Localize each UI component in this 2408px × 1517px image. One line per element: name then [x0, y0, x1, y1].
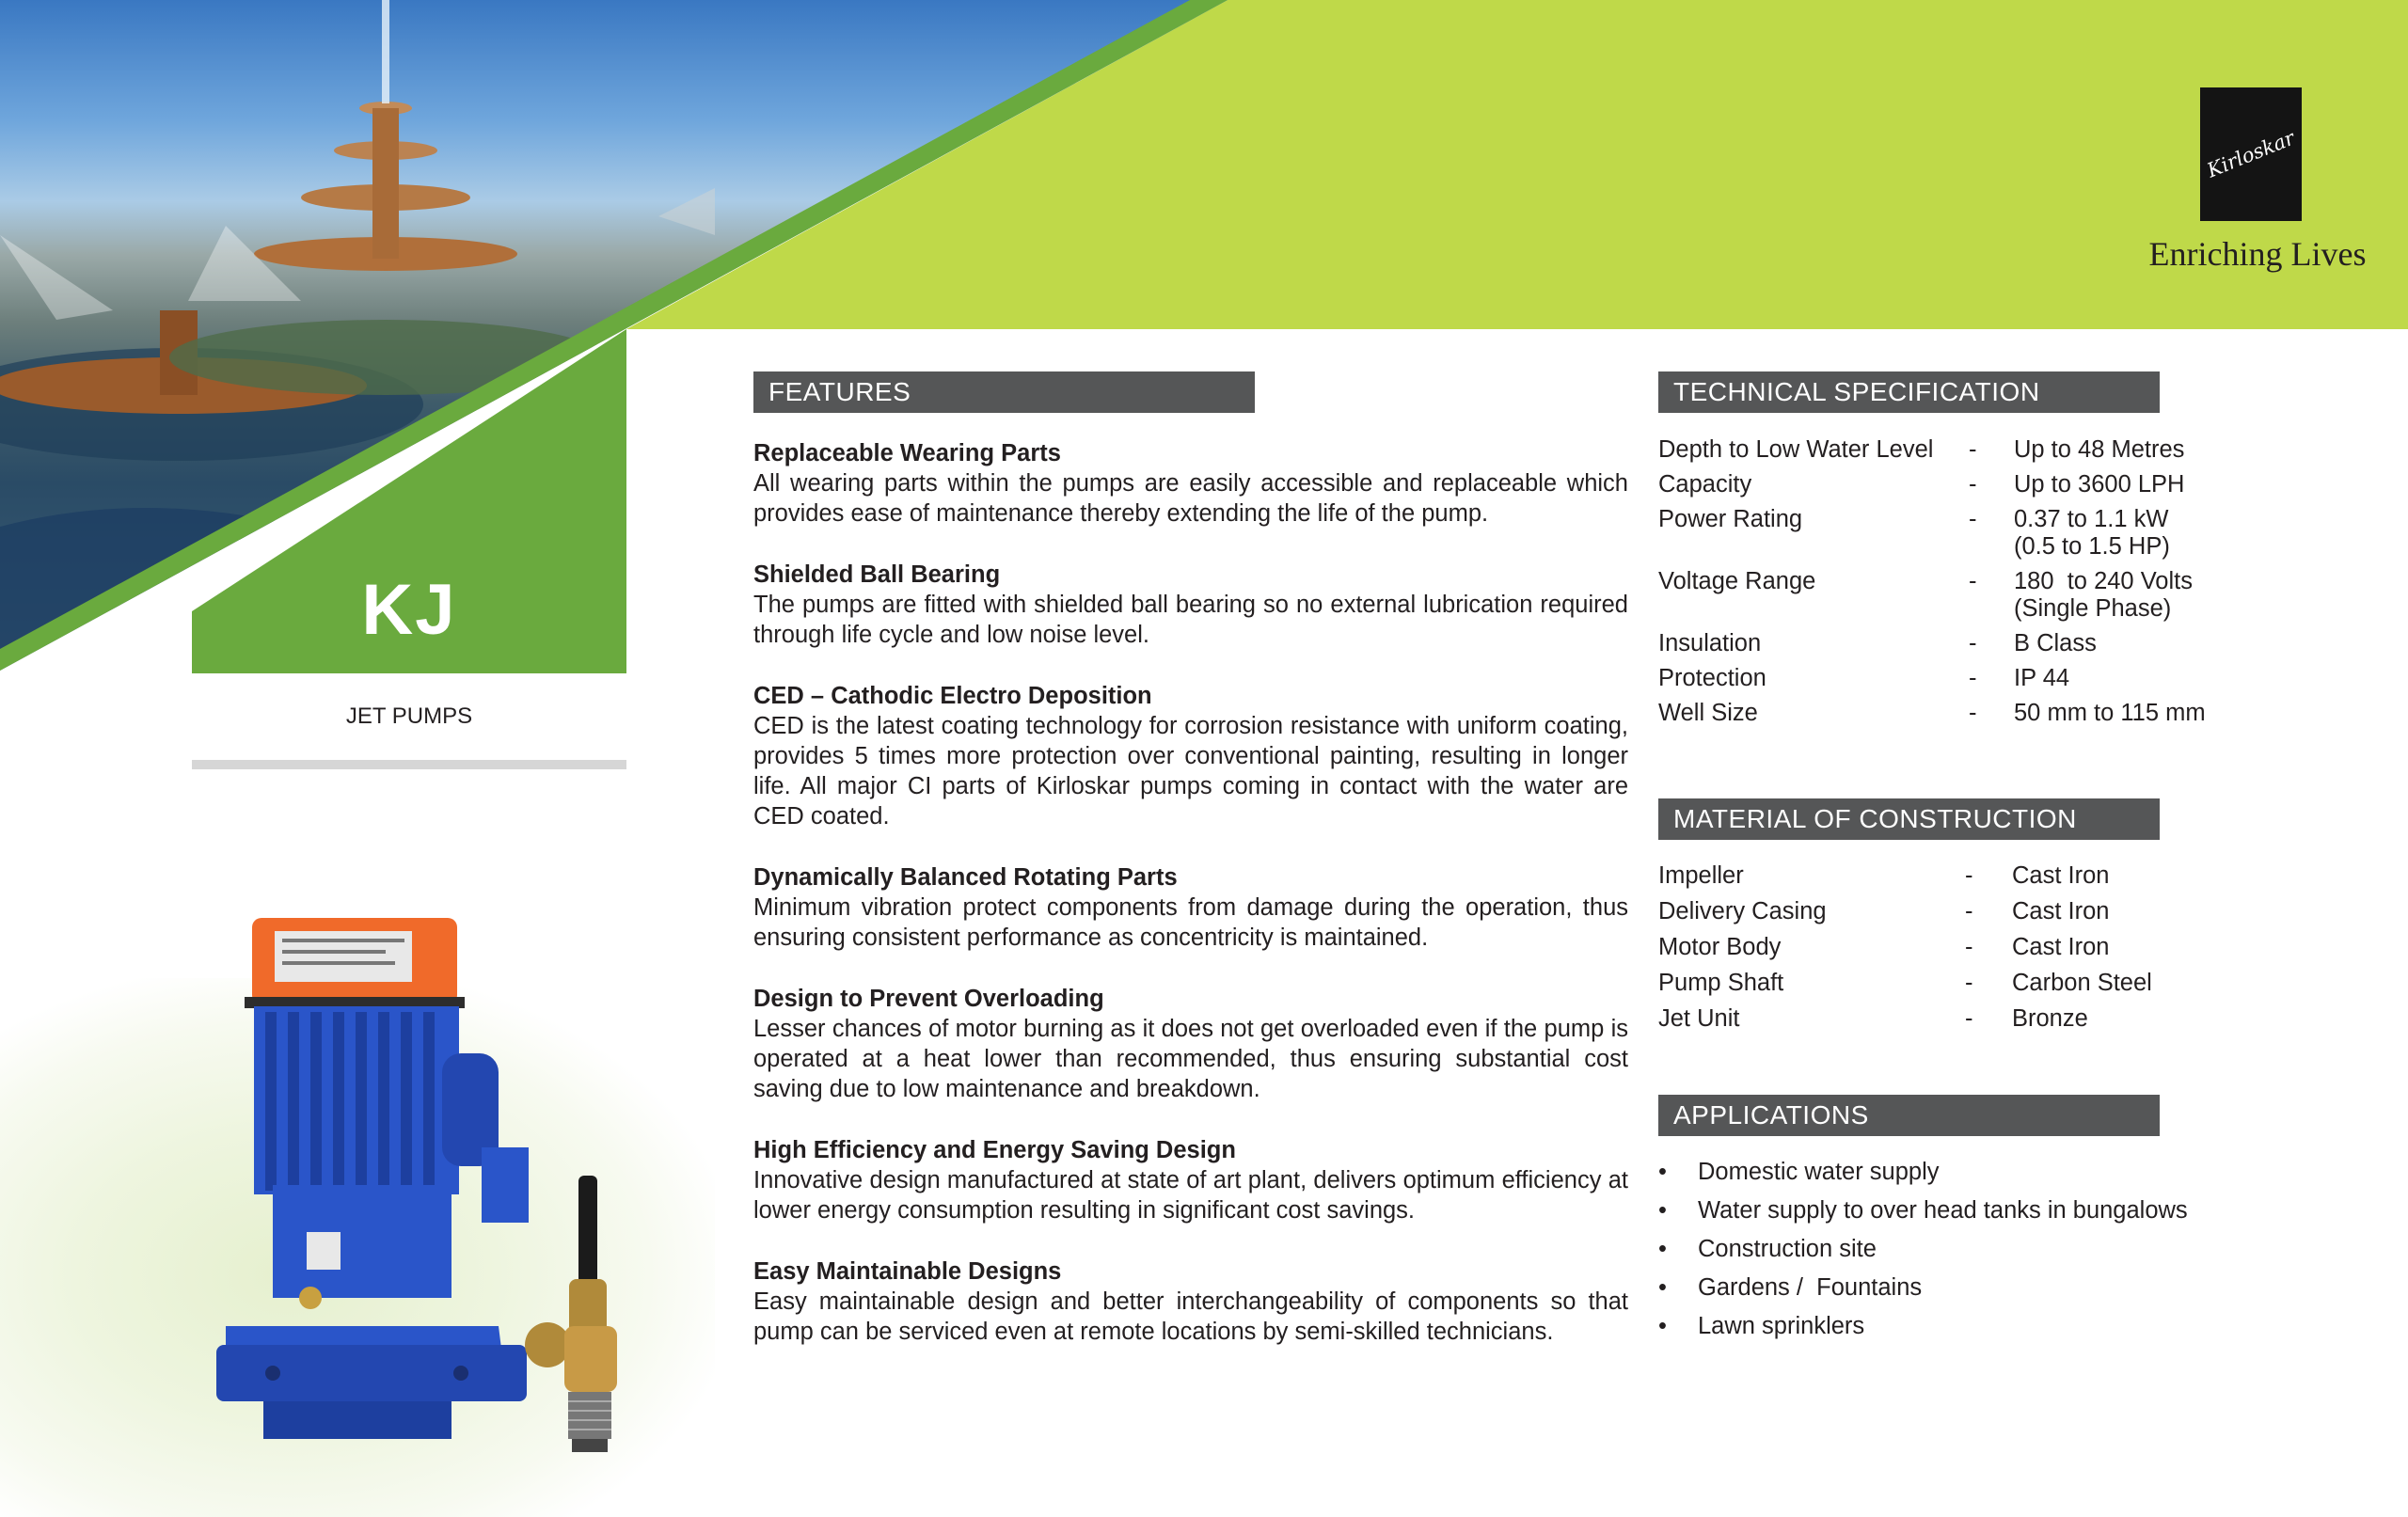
features-list: [753, 438, 1628, 1378]
material-value: Bronze: [2012, 1005, 2088, 1032]
spec-dash: -: [1969, 630, 1977, 656]
list-item: [1658, 1158, 2336, 1186]
material-value: Carbon Steel: [2012, 970, 2152, 996]
spec-value-line: 180 to 240 Volts: [2014, 568, 2193, 594]
spec-value-line: (Single Phase): [2014, 595, 2172, 622]
material-dash: -: [1965, 1005, 1973, 1032]
spec-dash: -: [1969, 506, 1977, 532]
pump-illustration: [188, 903, 658, 1486]
spec-dash: -: [1969, 568, 1977, 594]
spec-row: [1658, 506, 2336, 561]
material-label: Jet Unit: [1658, 1005, 1740, 1032]
material-row: [1658, 1004, 2336, 1033]
jet-unit: [564, 1326, 617, 1392]
material-label: Delivery Casing: [1658, 898, 1827, 924]
pump-casing: [273, 1185, 452, 1298]
list-item: [1658, 1273, 2336, 1302]
features-heading: FEATURES: [753, 371, 1255, 413]
material-value: Cast Iron: [2012, 862, 2110, 889]
spec-value-line: (0.5 to 1.5 HP): [2014, 533, 2170, 560]
spec-value: IP 44: [2014, 665, 2070, 691]
product-category: JET PUMPS: [345, 703, 473, 729]
material-heading: MATERIAL OF CONSTRUCTION: [1658, 798, 2160, 840]
feature-title: Dynamically Balanced Rotating Parts: [753, 864, 1178, 891]
spec-value: [2014, 568, 2336, 623]
application-text: Gardens / Fountains: [1698, 1274, 1923, 1301]
spec-value-line: 0.37 to 1.1 kW: [2014, 506, 2169, 532]
spec-label: Depth to Low Water Level: [1658, 436, 1934, 463]
application-text: Water supply to over head tanks in bungalows: [1698, 1197, 2188, 1224]
material-value: Cast Iron: [2012, 934, 2110, 960]
feature-text: The pumps are fitted with shielded ball bearing so no external lubrication required through life cycle and low noise level.: [753, 592, 1628, 648]
list-item: [1658, 1196, 2336, 1225]
material-label: Impeller: [1658, 862, 1744, 889]
spec-value: Up to 48 Metres: [2014, 436, 2185, 463]
feature-title: Easy Maintainable Designs: [753, 1258, 1062, 1285]
bullet-icon: •: [1658, 1236, 1667, 1262]
spec-dash: -: [1969, 471, 1977, 498]
feature-item: [753, 681, 1628, 831]
spec-label: Insulation: [1658, 630, 1762, 656]
material-dash: -: [1965, 970, 1973, 996]
spec-row: [1658, 630, 2336, 657]
spec-label: Voltage Range: [1658, 568, 1816, 594]
application-text: Construction site: [1698, 1236, 1877, 1262]
feature-text: Innovative design manufactured at state of art plant, delivers optimum efficiency at lower energy consumption resulting in significant cost savings.: [753, 1167, 1628, 1224]
application-text: Lawn sprinklers: [1698, 1313, 1865, 1339]
feature-item: [753, 560, 1628, 650]
logo-wordmark: Kirloskar: [2204, 126, 2298, 182]
material-dash: -: [1965, 862, 1973, 889]
tech-spec-heading: TECHNICAL SPECIFICATION: [1658, 371, 2160, 413]
feature-item: [753, 1135, 1628, 1225]
material-value: Cast Iron: [2012, 898, 2110, 924]
feature-title: High Efficiency and Energy Saving Design: [753, 1137, 1236, 1163]
spec-label: Power Rating: [1658, 506, 1803, 532]
material-row: [1658, 969, 2336, 997]
material-row: [1658, 933, 2336, 961]
feature-text: Minimum vibration protect components from damage during the operation, thus ensuring consistent performance as concentricity is maintained.: [753, 894, 1628, 951]
spec-row: [1658, 471, 2336, 498]
spec-dash: -: [1969, 436, 1977, 463]
material-dash: -: [1965, 934, 1973, 960]
spec-label: Capacity: [1658, 471, 1752, 498]
feature-title: Design to Prevent Overloading: [753, 986, 1104, 1012]
bullet-icon: •: [1658, 1159, 1667, 1185]
spec-dash: -: [1969, 665, 1977, 691]
feature-title: Replaceable Wearing Parts: [753, 440, 1061, 466]
bullet-icon: •: [1658, 1274, 1667, 1301]
feature-item: [753, 438, 1628, 529]
material-row: [1658, 861, 2336, 890]
bullet-icon: •: [1658, 1197, 1667, 1224]
spec-row: [1658, 568, 2336, 623]
brand-tagline: Enriching Lives: [2148, 235, 2367, 273]
spec-dash: -: [1969, 700, 1977, 726]
material-label: Motor Body: [1658, 934, 1782, 960]
feature-item: [753, 862, 1628, 953]
spec-label: Well Size: [1658, 700, 1758, 726]
feature-title: CED – Cathodic Electro Deposition: [753, 683, 1152, 709]
feature-text: Lesser chances of motor burning as it does not get overloaded even if the pump is operated at a heat lower than recommended, thus ensuring substantial cost saving due to low maintenance and breakdown.: [753, 1016, 1628, 1102]
tech-spec-table: [1658, 436, 2336, 735]
spec-label: Protection: [1658, 665, 1766, 691]
list-item: [1658, 1235, 2336, 1263]
material-row: [1658, 897, 2336, 925]
spec-value: B Class: [2014, 630, 2097, 656]
product-code: KJ: [361, 570, 457, 650]
feature-item: [753, 984, 1628, 1104]
applications-heading: APPLICATIONS: [1658, 1095, 2160, 1136]
bullet-icon: •: [1658, 1313, 1667, 1339]
spec-value: Up to 3600 LPH: [2014, 471, 2185, 498]
applications-list: [1658, 1158, 2336, 1351]
spec-value: 50 mm to 115 mm: [2014, 700, 2206, 726]
application-text: Domestic water supply: [1698, 1159, 1940, 1185]
feature-item: [753, 1256, 1628, 1347]
material-dash: -: [1965, 898, 1973, 924]
feature-text: Easy maintainable design and better interchangeability of components so that pump can be serviced even at remote locations by semi-skilled technicians.: [753, 1288, 1628, 1345]
feature-text: All wearing parts within the pumps are easily accessible and replaceable which provides ease of maintenance thereby extending the life of the pump.: [753, 470, 1628, 527]
material-table: [1658, 861, 2336, 1040]
spec-value: [2014, 506, 2336, 561]
divider: [192, 760, 626, 769]
material-label: Pump Shaft: [1658, 970, 1784, 996]
spec-row: [1658, 665, 2336, 692]
feature-text: CED is the latest coating technology for corrosion resistance with uniform coating, provides 5 times more protection over conventional painting, resulting in longer life. All major CI parts of Kirloskar pumps coming in contact with the water are CED coated.: [753, 713, 1628, 830]
spec-row: [1658, 436, 2336, 464]
jet-pipe: [578, 1176, 597, 1288]
list-item: [1658, 1312, 2336, 1340]
spec-row: [1658, 700, 2336, 727]
feature-title: Shielded Ball Bearing: [753, 561, 1001, 588]
brand-logo: [2200, 87, 2302, 221]
